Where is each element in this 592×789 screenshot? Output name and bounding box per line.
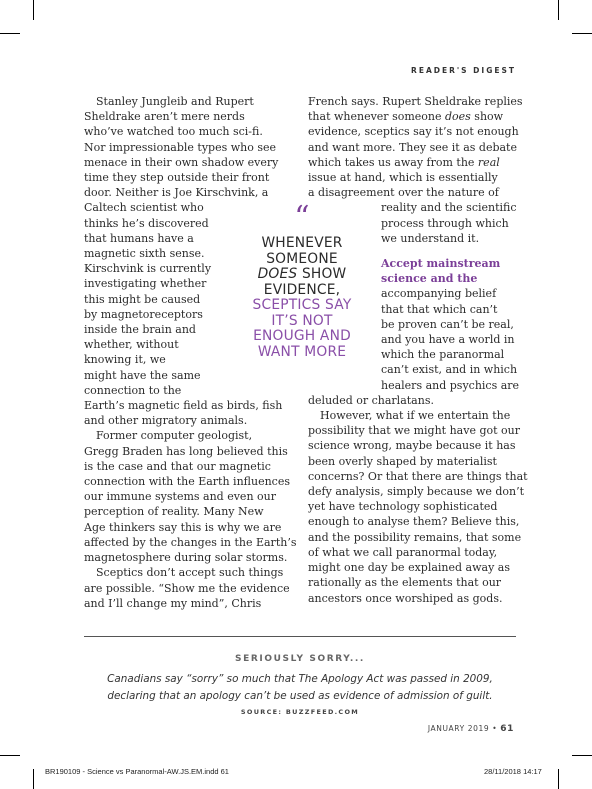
page-folio: [428, 724, 514, 734]
text-line: our immune systems and even our: [84, 490, 276, 504]
paragraph: [308, 94, 523, 246]
sidebar-title: SERIOUSLY SORRY...: [235, 654, 365, 664]
sidebar-line: declaring that an apology can’t be used as evidence of admission of guilt.: [107, 690, 493, 702]
text-line: door. Neither is Joe Kirschvink, a: [84, 186, 269, 200]
pull-quote-line: SOMEONE: [266, 250, 338, 267]
text-line: knowing it, we: [84, 353, 166, 367]
file-slug: BR190109 - Science vs Paranormal-AW.JS.EM.indd 61: [45, 767, 229, 776]
text-line: healers and psychics are: [381, 378, 520, 392]
crop-mark: [572, 33, 592, 34]
text-line: Gregg Braden has long believed this: [84, 444, 288, 458]
text-line: a disagreement over the nature of: [308, 186, 499, 200]
text-line: rationally as the elements that our: [308, 576, 502, 590]
sidebar-line: Canadians say “sorry” so much that The Apology Act was passed in 2009,: [107, 673, 493, 685]
pull-quote-line: EVIDENCE,: [263, 281, 341, 298]
pull-quote-emphasis: DOES: [257, 266, 298, 282]
text-line: is the case and that our magnetic: [84, 459, 271, 473]
text-line: thinks he’s discovered: [84, 216, 209, 230]
emphasis: real: [477, 155, 500, 169]
text-line: that humans have a: [84, 231, 194, 245]
text-line: deluded or charlatans.: [308, 393, 434, 407]
text-line: connection to the: [84, 383, 182, 397]
text-line: Age thinkers say this is why we are: [84, 520, 282, 534]
text-line: enough to analyse them? Believe this,: [308, 515, 520, 529]
crop-mark: [558, 769, 559, 789]
text-line: Caltech scientist who: [84, 201, 204, 215]
text-line: defy analysis, simply because we don’t: [308, 485, 525, 499]
pull-quote-line: ENOUGH AND: [253, 328, 351, 344]
text-run: show: [470, 110, 504, 124]
paragraph: [84, 428, 297, 565]
text-line: Nor impressionable types who see: [84, 140, 277, 154]
text-line: French says. Rupert Sheldrake replies: [308, 95, 523, 108]
paragraph: [308, 408, 528, 606]
text-line: might one day be explained away as: [308, 561, 510, 575]
pull-quote-text: SHOW: [297, 266, 347, 282]
pull-quote-line: SCEPTICS SAY: [252, 297, 352, 313]
text-line: magnetosphere during solar storms.: [84, 551, 288, 565]
crop-mark: [558, 0, 559, 20]
text-line: accompanying belief: [381, 287, 497, 301]
text-line: investigating whether: [84, 277, 207, 291]
running-header: READER'S DIGEST: [411, 66, 516, 75]
text-line: and the possibility remains, that some: [308, 530, 522, 544]
text-line: this might be caused: [84, 292, 201, 306]
right-column: [308, 94, 528, 606]
pull-quote-line: WHENEVER: [261, 235, 343, 251]
crop-mark: [33, 0, 34, 20]
emphasis: does: [444, 110, 471, 124]
paragraph: [84, 565, 290, 611]
text-line: However, what if we entertain the: [320, 409, 511, 423]
crop-mark: [0, 33, 20, 34]
text-line: that that which can’t: [381, 302, 498, 316]
text-line: process through which: [381, 216, 509, 230]
page-number: 61: [500, 724, 514, 734]
pull-quote-line: IT’S NOT: [271, 312, 333, 329]
text-line: by magnetoreceptors: [84, 307, 203, 321]
text-line: of what we call paranormal today,: [308, 545, 498, 559]
text-line: time they step outside their front: [84, 171, 270, 185]
text-line: whether, without: [84, 338, 179, 352]
text-line: concerns? Or that there are things that: [308, 469, 528, 483]
text-line: evidence, sceptics say it’s not enough: [308, 125, 519, 139]
sidebar-text: [84, 671, 516, 705]
text-line: possibility that we might have got our: [308, 424, 521, 438]
text-line: be proven can’t be real,: [381, 317, 514, 331]
lead-in: science and the: [381, 272, 478, 286]
text-line: yet have technology sophisticated: [308, 500, 498, 514]
text-line: Former computer geologist,: [96, 429, 253, 443]
text-line: which the paranormal: [381, 348, 505, 362]
text-line: connection with the Earth influences: [84, 475, 290, 489]
text-run: that whenever someone: [308, 110, 445, 124]
crop-mark: [572, 755, 592, 756]
text-line: ancestors once worshiped as gods.: [308, 591, 503, 605]
text-line: and I’ll change my mind”, Chris: [84, 596, 262, 610]
text-line: Sheldrake aren’t mere nerds: [84, 110, 245, 124]
text-line: might have the same: [84, 368, 201, 382]
text-line: and you have a world in: [381, 333, 515, 347]
text-line: Stanley Jungleib and Rupert: [96, 95, 254, 108]
text-line: perception of reality. Many New: [84, 505, 264, 519]
text-line: magnetic sixth sense.: [84, 247, 205, 261]
sidebar-source: SOURCE: BUZZFEED.COM: [240, 708, 360, 716]
print-date: 28/11/2018 14:17: [484, 767, 542, 776]
quote-mark-icon: “: [294, 200, 310, 235]
pull-quote-line: WANT MORE: [257, 343, 347, 360]
text-line: who’ve watched too much sci-fi.: [84, 125, 263, 139]
text-line: Sceptics don’t accept such things: [96, 566, 284, 580]
paragraph: [308, 256, 520, 408]
text-line: menace in their own shadow every: [84, 155, 279, 169]
crop-mark: [33, 769, 34, 789]
text-line: reality and the scientific: [381, 201, 517, 215]
text-line: been overly shaped by materialist: [308, 454, 497, 468]
text-line: [308, 155, 516, 170]
text-line: issue at hand, which is essentially: [308, 171, 498, 185]
divider: [84, 636, 516, 637]
text-line: Earth’s magnetic field as birds, fish: [84, 399, 283, 413]
text-line: are possible. “Show me the evidence: [84, 581, 290, 595]
issue-date: JANUARY 2019 •: [427, 724, 501, 733]
text-run: which takes us away from the: [308, 155, 478, 169]
text-line: and other migratory animals.: [84, 414, 248, 428]
text-line: and want more. They see it as debate: [308, 140, 517, 154]
text-line: Kirschvink is currently: [84, 262, 212, 276]
text-line: [308, 109, 516, 124]
text-line: inside the brain and: [84, 323, 196, 337]
text-line: can’t exist, and in which: [381, 363, 518, 377]
text-line: we understand it.: [381, 231, 480, 245]
crop-mark: [0, 755, 20, 756]
text-line: affected by the changes in the Earth’s: [84, 535, 297, 549]
lead-in: Accept mainstream: [381, 257, 501, 271]
text-line: science wrong, maybe because it has: [308, 439, 516, 453]
